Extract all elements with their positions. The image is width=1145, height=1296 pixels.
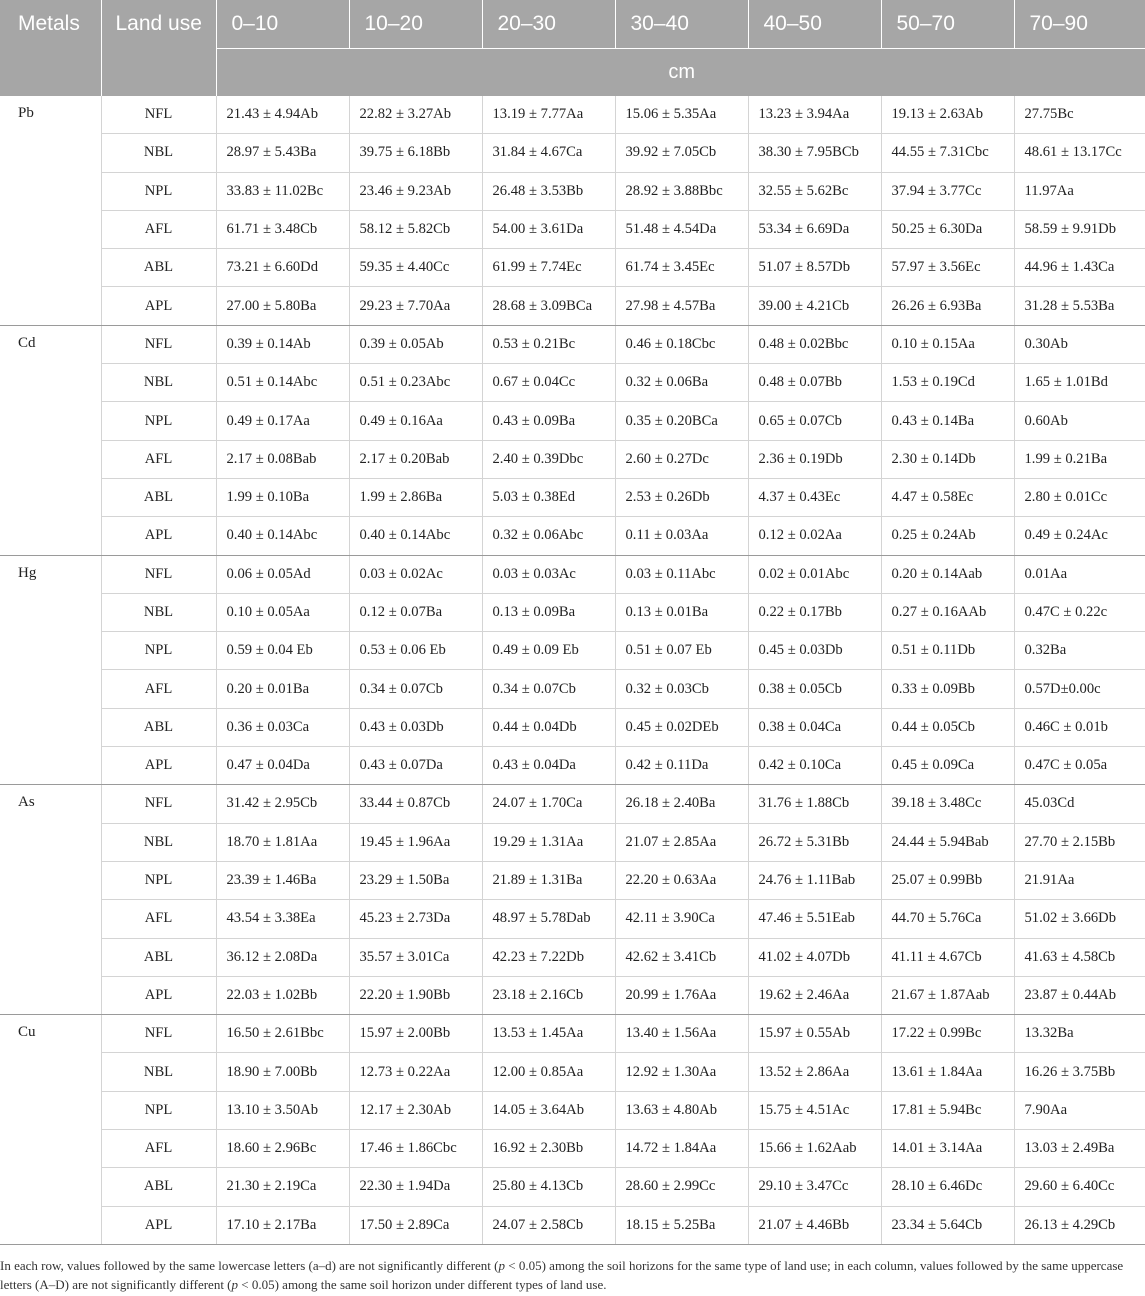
land-use-cell: ABL	[101, 249, 216, 287]
footnote-p-symbol: p	[498, 1258, 506, 1273]
value-cell: 1.99 ± 2.86Ba	[349, 478, 482, 516]
value-cell: 25.80 ± 4.13Cb	[482, 1168, 615, 1206]
value-cell: 0.12 ± 0.02Aa	[748, 517, 881, 555]
table-row	[0, 440, 1145, 478]
value-cell: 57.97 ± 3.56Ec	[881, 249, 1014, 287]
land-use-cell: AFL	[101, 900, 216, 938]
value-cell: 2.17 ± 0.08Bab	[216, 440, 349, 478]
value-cell: 0.03 ± 0.11Abc	[615, 555, 748, 593]
value-cell: 20.99 ± 1.76Aa	[615, 976, 748, 1014]
value-cell: 0.32 ± 0.06Abc	[482, 517, 615, 555]
value-cell: 28.60 ± 2.99Cc	[615, 1168, 748, 1206]
value-cell: 27.75Bc	[1014, 96, 1145, 134]
value-cell: 26.26 ± 6.93Ba	[881, 287, 1014, 325]
value-cell: 31.76 ± 1.88Cb	[748, 785, 881, 823]
table-row	[0, 900, 1145, 938]
value-cell: 15.97 ± 2.00Bb	[349, 1015, 482, 1053]
value-cell: 18.15 ± 5.25Ba	[615, 1206, 748, 1244]
value-cell: 42.11 ± 3.90Ca	[615, 900, 748, 938]
value-cell: 48.61 ± 13.17Cc	[1014, 134, 1145, 172]
value-cell: 0.49 ± 0.09 Eb	[482, 632, 615, 670]
value-cell: 0.43 ± 0.07Da	[349, 747, 482, 785]
value-cell: 21.43 ± 4.94Ab	[216, 96, 349, 134]
value-cell: 45.03Cd	[1014, 785, 1145, 823]
value-cell: 13.53 ± 1.45Aa	[482, 1015, 615, 1053]
value-cell: 0.34 ± 0.07Cb	[349, 670, 482, 708]
value-cell: 58.59 ± 9.91Db	[1014, 210, 1145, 248]
value-cell: 23.29 ± 1.50Ba	[349, 861, 482, 899]
value-cell: 14.01 ± 3.14Aa	[881, 1130, 1014, 1168]
value-cell: 13.52 ± 2.86Aa	[748, 1053, 881, 1091]
value-cell: 25.07 ± 0.99Bb	[881, 861, 1014, 899]
land-use-cell: NFL	[101, 325, 216, 363]
value-cell: 1.99 ± 0.10Ba	[216, 478, 349, 516]
value-cell: 13.10 ± 3.50Ab	[216, 1091, 349, 1129]
metal-cell: Cd	[0, 325, 101, 555]
value-cell: 0.42 ± 0.10Ca	[748, 747, 881, 785]
value-cell: 13.32Ba	[1014, 1015, 1145, 1053]
value-cell: 23.87 ± 0.44Ab	[1014, 976, 1145, 1014]
header-land-use: Land use	[101, 0, 216, 96]
table-row	[0, 402, 1145, 440]
value-cell: 27.70 ± 2.15Bb	[1014, 823, 1145, 861]
value-cell: 0.43 ± 0.09Ba	[482, 402, 615, 440]
value-cell: 51.48 ± 4.54Da	[615, 210, 748, 248]
value-cell: 26.72 ± 5.31Bb	[748, 823, 881, 861]
value-cell: 15.97 ± 0.55Ab	[748, 1015, 881, 1053]
value-cell: 32.55 ± 5.62Bc	[748, 172, 881, 210]
land-use-cell: NBL	[101, 1053, 216, 1091]
value-cell: 29.23 ± 7.70Aa	[349, 287, 482, 325]
metal-cell: Pb	[0, 96, 101, 325]
value-cell: 0.20 ± 0.01Ba	[216, 670, 349, 708]
value-cell: 2.53 ± 0.26Db	[615, 478, 748, 516]
value-cell: 28.97 ± 5.43Ba	[216, 134, 349, 172]
table-row	[0, 134, 1145, 172]
table-row	[0, 861, 1145, 899]
table-row	[0, 708, 1145, 746]
land-use-cell: NPL	[101, 402, 216, 440]
value-cell: 17.81 ± 5.94Bc	[881, 1091, 1014, 1129]
table-row	[0, 1015, 1145, 1053]
value-cell: 24.76 ± 1.11Bab	[748, 861, 881, 899]
table-row	[0, 632, 1145, 670]
value-cell: 0.03 ± 0.03Ac	[482, 555, 615, 593]
table-row	[0, 1091, 1145, 1129]
value-cell: 16.26 ± 3.75Bb	[1014, 1053, 1145, 1091]
value-cell: 0.27 ± 0.16AAb	[881, 593, 1014, 631]
value-cell: 13.19 ± 7.77Aa	[482, 96, 615, 134]
header-depth: 30–40	[615, 0, 748, 49]
value-cell: 0.32 ± 0.03Cb	[615, 670, 748, 708]
value-cell: 38.30 ± 7.95BCb	[748, 134, 881, 172]
value-cell: 47.46 ± 5.51Eab	[748, 900, 881, 938]
value-cell: 1.53 ± 0.19Cd	[881, 364, 1014, 402]
value-cell: 15.75 ± 4.51Ac	[748, 1091, 881, 1129]
value-cell: 0.10 ± 0.05Aa	[216, 593, 349, 631]
value-cell: 42.62 ± 3.41Cb	[615, 938, 748, 976]
value-cell: 13.61 ± 1.84Aa	[881, 1053, 1014, 1091]
value-cell: 0.38 ± 0.04Ca	[748, 708, 881, 746]
value-cell: 48.97 ± 5.78Dab	[482, 900, 615, 938]
table-row	[0, 593, 1145, 631]
land-use-cell: NBL	[101, 134, 216, 172]
land-use-cell: APL	[101, 1206, 216, 1244]
value-cell: 14.72 ± 1.84Aa	[615, 1130, 748, 1168]
value-cell: 22.03 ± 1.02Bb	[216, 976, 349, 1014]
value-cell: 24.44 ± 5.94Bab	[881, 823, 1014, 861]
value-cell: 0.36 ± 0.03Ca	[216, 708, 349, 746]
value-cell: 39.75 ± 6.18Bb	[349, 134, 482, 172]
value-cell: 0.46 ± 0.18Cbc	[615, 325, 748, 363]
table-row	[0, 670, 1145, 708]
land-use-cell: NFL	[101, 785, 216, 823]
value-cell: 0.53 ± 0.21Bc	[482, 325, 615, 363]
table-row	[0, 823, 1145, 861]
land-use-cell: NBL	[101, 593, 216, 631]
value-cell: 45.23 ± 2.73Da	[349, 900, 482, 938]
value-cell: 18.60 ± 2.96Bc	[216, 1130, 349, 1168]
value-cell: 21.89 ± 1.31Ba	[482, 861, 615, 899]
value-cell: 18.90 ± 7.00Bb	[216, 1053, 349, 1091]
value-cell: 0.43 ± 0.04Da	[482, 747, 615, 785]
value-cell: 0.42 ± 0.11Da	[615, 747, 748, 785]
value-cell: 0.40 ± 0.14Abc	[216, 517, 349, 555]
header-unit: cm	[216, 49, 1145, 97]
value-cell: 29.10 ± 3.47Cc	[748, 1168, 881, 1206]
value-cell: 14.05 ± 3.64Ab	[482, 1091, 615, 1129]
value-cell: 0.34 ± 0.07Cb	[482, 670, 615, 708]
value-cell: 0.32Ba	[1014, 632, 1145, 670]
value-cell: 15.66 ± 1.62Aab	[748, 1130, 881, 1168]
value-cell: 13.03 ± 2.49Ba	[1014, 1130, 1145, 1168]
value-cell: 39.00 ± 4.21Cb	[748, 287, 881, 325]
value-cell: 0.48 ± 0.02Bbc	[748, 325, 881, 363]
value-cell: 23.18 ± 2.16Cb	[482, 976, 615, 1014]
header-depth: 20–30	[482, 0, 615, 49]
value-cell: 28.92 ± 3.88Bbc	[615, 172, 748, 210]
land-use-cell: NBL	[101, 823, 216, 861]
value-cell: 13.40 ± 1.56Aa	[615, 1015, 748, 1053]
value-cell: 0.45 ± 0.03Db	[748, 632, 881, 670]
value-cell: 17.46 ± 1.86Cbc	[349, 1130, 482, 1168]
table-row	[0, 1130, 1145, 1168]
value-cell: 2.30 ± 0.14Db	[881, 440, 1014, 478]
value-cell: 0.44 ± 0.04Db	[482, 708, 615, 746]
value-cell: 0.20 ± 0.14Aab	[881, 555, 1014, 593]
table-row	[0, 249, 1145, 287]
value-cell: 2.40 ± 0.39Dbc	[482, 440, 615, 478]
value-cell: 50.25 ± 6.30Da	[881, 210, 1014, 248]
land-use-cell: AFL	[101, 670, 216, 708]
value-cell: 0.51 ± 0.14Abc	[216, 364, 349, 402]
value-cell: 17.22 ± 0.99Bc	[881, 1015, 1014, 1053]
table-row	[0, 976, 1145, 1014]
value-cell: 31.84 ± 4.67Ca	[482, 134, 615, 172]
table-row	[0, 96, 1145, 134]
table-row	[0, 938, 1145, 976]
value-cell: 28.10 ± 6.46Dc	[881, 1168, 1014, 1206]
land-use-cell: AFL	[101, 440, 216, 478]
table-row	[0, 747, 1145, 785]
land-use-cell: NPL	[101, 1091, 216, 1129]
value-cell: 24.07 ± 2.58Cb	[482, 1206, 615, 1244]
value-cell: 16.50 ± 2.61Bbc	[216, 1015, 349, 1053]
value-cell: 26.18 ± 2.40Ba	[615, 785, 748, 823]
value-cell: 41.11 ± 4.67Cb	[881, 938, 1014, 976]
value-cell: 0.57D±0.00c	[1014, 670, 1145, 708]
value-cell: 2.60 ± 0.27Dc	[615, 440, 748, 478]
metal-cell: Cu	[0, 1015, 101, 1245]
value-cell: 0.06 ± 0.05Ad	[216, 555, 349, 593]
table-row	[0, 172, 1145, 210]
value-cell: 22.82 ± 3.27Ab	[349, 96, 482, 134]
value-cell: 0.65 ± 0.07Cb	[748, 402, 881, 440]
value-cell: 24.07 ± 1.70Ca	[482, 785, 615, 823]
land-use-cell: AFL	[101, 1130, 216, 1168]
value-cell: 18.70 ± 1.81Aa	[216, 823, 349, 861]
value-cell: 61.71 ± 3.48Cb	[216, 210, 349, 248]
table-body	[0, 96, 1145, 1244]
value-cell: 0.53 ± 0.06 Eb	[349, 632, 482, 670]
value-cell: 42.23 ± 7.22Db	[482, 938, 615, 976]
table-row	[0, 1168, 1145, 1206]
value-cell: 0.39 ± 0.14Ab	[216, 325, 349, 363]
header-depth: 40–50	[748, 0, 881, 49]
table-row	[0, 325, 1145, 363]
value-cell: 54.00 ± 3.61Da	[482, 210, 615, 248]
land-use-cell: APL	[101, 517, 216, 555]
value-cell: 7.90Aa	[1014, 1091, 1145, 1129]
value-cell: 15.06 ± 5.35Aa	[615, 96, 748, 134]
table-row	[0, 517, 1145, 555]
land-use-cell: AFL	[101, 210, 216, 248]
land-use-cell: ABL	[101, 708, 216, 746]
value-cell: 35.57 ± 3.01Ca	[349, 938, 482, 976]
value-cell: 0.48 ± 0.07Bb	[748, 364, 881, 402]
value-cell: 0.13 ± 0.01Ba	[615, 593, 748, 631]
footnote-text: In each row, values followed by the same lowercase letters (a–d) are not significantly different (	[0, 1258, 499, 1273]
value-cell: 39.18 ± 3.48Cc	[881, 785, 1014, 823]
land-use-cell: NFL	[101, 555, 216, 593]
value-cell: 23.39 ± 1.46Ba	[216, 861, 349, 899]
header-row	[0, 0, 1145, 49]
value-cell: 0.38 ± 0.05Cb	[748, 670, 881, 708]
value-cell: 4.47 ± 0.58Ec	[881, 478, 1014, 516]
value-cell: 1.65 ± 1.01Bd	[1014, 364, 1145, 402]
land-use-cell: NFL	[101, 1015, 216, 1053]
footnote-p-symbol: p	[231, 1277, 239, 1292]
value-cell: 16.92 ± 2.30Bb	[482, 1130, 615, 1168]
value-cell: 0.22 ± 0.17Bb	[748, 593, 881, 631]
value-cell: 33.83 ± 11.02Bc	[216, 172, 349, 210]
value-cell: 0.51 ± 0.23Abc	[349, 364, 482, 402]
value-cell: 31.42 ± 2.95Cb	[216, 785, 349, 823]
table-row	[0, 478, 1145, 516]
value-cell: 0.03 ± 0.02Ac	[349, 555, 482, 593]
value-cell: 44.96 ± 1.43Ca	[1014, 249, 1145, 287]
value-cell: 21.07 ± 2.85Aa	[615, 823, 748, 861]
value-cell: 5.03 ± 0.38Ed	[482, 478, 615, 516]
table-header	[0, 0, 1145, 96]
land-use-cell: NBL	[101, 364, 216, 402]
value-cell: 12.00 ± 0.85Aa	[482, 1053, 615, 1091]
land-use-cell: ABL	[101, 938, 216, 976]
table-row	[0, 364, 1145, 402]
header-depth: 50–70	[881, 0, 1014, 49]
value-cell: 36.12 ± 2.08Da	[216, 938, 349, 976]
table-row	[0, 1053, 1145, 1091]
value-cell: 4.37 ± 0.43Ec	[748, 478, 881, 516]
value-cell: 0.44 ± 0.05Cb	[881, 708, 1014, 746]
value-cell: 41.02 ± 4.07Db	[748, 938, 881, 976]
value-cell: 12.92 ± 1.30Aa	[615, 1053, 748, 1091]
value-cell: 44.70 ± 5.76Ca	[881, 900, 1014, 938]
value-cell: 2.80 ± 0.01Cc	[1014, 478, 1145, 516]
value-cell: 0.45 ± 0.09Ca	[881, 747, 1014, 785]
table-row	[0, 785, 1145, 823]
value-cell: 0.59 ± 0.04 Eb	[216, 632, 349, 670]
value-cell: 12.17 ± 2.30Ab	[349, 1091, 482, 1129]
value-cell: 0.39 ± 0.05Ab	[349, 325, 482, 363]
value-cell: 0.02 ± 0.01Abc	[748, 555, 881, 593]
value-cell: 0.13 ± 0.09Ba	[482, 593, 615, 631]
value-cell: 59.35 ± 4.40Cc	[349, 249, 482, 287]
value-cell: 0.49 ± 0.16Aa	[349, 402, 482, 440]
value-cell: 0.40 ± 0.14Abc	[349, 517, 482, 555]
value-cell: 51.07 ± 8.57Db	[748, 249, 881, 287]
value-cell: 27.98 ± 4.57Ba	[615, 287, 748, 325]
value-cell: 21.91Aa	[1014, 861, 1145, 899]
value-cell: 19.13 ± 2.63Ab	[881, 96, 1014, 134]
value-cell: 27.00 ± 5.80Ba	[216, 287, 349, 325]
value-cell: 0.43 ± 0.14Ba	[881, 402, 1014, 440]
table-row	[0, 555, 1145, 593]
value-cell: 0.45 ± 0.02DEb	[615, 708, 748, 746]
value-cell: 53.34 ± 6.69Da	[748, 210, 881, 248]
value-cell: 0.46C ± 0.01b	[1014, 708, 1145, 746]
value-cell: 28.68 ± 3.09BCa	[482, 287, 615, 325]
metal-cell: Hg	[0, 555, 101, 785]
value-cell: 31.28 ± 5.53Ba	[1014, 287, 1145, 325]
value-cell: 29.60 ± 6.40Cc	[1014, 1168, 1145, 1206]
value-cell: 22.30 ± 1.94Da	[349, 1168, 482, 1206]
value-cell: 0.67 ± 0.04Cc	[482, 364, 615, 402]
value-cell: 73.21 ± 6.60Dd	[216, 249, 349, 287]
value-cell: 17.50 ± 2.89Ca	[349, 1206, 482, 1244]
value-cell: 37.94 ± 3.77Cc	[881, 172, 1014, 210]
header-metals: Metals	[0, 0, 101, 96]
value-cell: 0.49 ± 0.17Aa	[216, 402, 349, 440]
value-cell: 13.63 ± 4.80Ab	[615, 1091, 748, 1129]
value-cell: 0.47C ± 0.22c	[1014, 593, 1145, 631]
header-depth: 10–20	[349, 0, 482, 49]
value-cell: 0.35 ± 0.20BCa	[615, 402, 748, 440]
value-cell: 21.67 ± 1.87Aab	[881, 976, 1014, 1014]
value-cell: 0.47 ± 0.04Da	[216, 747, 349, 785]
value-cell: 44.55 ± 7.31Cbc	[881, 134, 1014, 172]
value-cell: 19.62 ± 2.46Aa	[748, 976, 881, 1014]
value-cell: 0.30Ab	[1014, 325, 1145, 363]
value-cell: 51.02 ± 3.66Db	[1014, 900, 1145, 938]
value-cell: 61.99 ± 7.74Ec	[482, 249, 615, 287]
value-cell: 43.54 ± 3.38Ea	[216, 900, 349, 938]
value-cell: 11.97Aa	[1014, 172, 1145, 210]
land-use-cell: APL	[101, 747, 216, 785]
value-cell: 26.13 ± 4.29Cb	[1014, 1206, 1145, 1244]
value-cell: 2.36 ± 0.19Db	[748, 440, 881, 478]
footnote-text: < 0.05) among the same soil horizon under different types of land use.	[238, 1277, 607, 1292]
value-cell: 0.49 ± 0.24Ac	[1014, 517, 1145, 555]
value-cell: 0.01Aa	[1014, 555, 1145, 593]
header-depth: 0–10	[216, 0, 349, 49]
value-cell: 23.46 ± 9.23Ab	[349, 172, 482, 210]
table-row	[0, 287, 1145, 325]
value-cell: 0.25 ± 0.24Ab	[881, 517, 1014, 555]
value-cell: 0.47C ± 0.05a	[1014, 747, 1145, 785]
land-use-cell: NPL	[101, 861, 216, 899]
land-use-cell: APL	[101, 287, 216, 325]
value-cell: 26.48 ± 3.53Bb	[482, 172, 615, 210]
value-cell: 1.99 ± 0.21Ba	[1014, 440, 1145, 478]
value-cell: 0.32 ± 0.06Ba	[615, 364, 748, 402]
value-cell: 21.07 ± 4.46Bb	[748, 1206, 881, 1244]
table-row	[0, 1206, 1145, 1244]
header-depth: 70–90	[1014, 0, 1145, 49]
land-use-cell: ABL	[101, 1168, 216, 1206]
value-cell: 39.92 ± 7.05Cb	[615, 134, 748, 172]
value-cell: 21.30 ± 2.19Ca	[216, 1168, 349, 1206]
value-cell: 22.20 ± 0.63Aa	[615, 861, 748, 899]
value-cell: 17.10 ± 2.17Ba	[216, 1206, 349, 1244]
value-cell: 0.33 ± 0.09Bb	[881, 670, 1014, 708]
metal-cell: As	[0, 785, 101, 1015]
value-cell: 2.17 ± 0.20Bab	[349, 440, 482, 478]
value-cell: 41.63 ± 4.58Cb	[1014, 938, 1145, 976]
land-use-cell: NPL	[101, 632, 216, 670]
value-cell: 19.29 ± 1.31Aa	[482, 823, 615, 861]
value-cell: 19.45 ± 1.96Aa	[349, 823, 482, 861]
value-cell: 0.51 ± 0.07 Eb	[615, 632, 748, 670]
value-cell: 33.44 ± 0.87Cb	[349, 785, 482, 823]
value-cell: 0.12 ± 0.07Ba	[349, 593, 482, 631]
land-use-cell: APL	[101, 976, 216, 1014]
value-cell: 61.74 ± 3.45Ec	[615, 249, 748, 287]
table-footnote	[0, 1256, 1140, 1294]
value-cell: 12.73 ± 0.22Aa	[349, 1053, 482, 1091]
value-cell: 0.43 ± 0.03Db	[349, 708, 482, 746]
value-cell: 23.34 ± 5.64Cb	[881, 1206, 1014, 1244]
value-cell: 0.60Ab	[1014, 402, 1145, 440]
value-cell: 0.51 ± 0.11Db	[881, 632, 1014, 670]
land-use-cell: NPL	[101, 172, 216, 210]
value-cell: 58.12 ± 5.82Cb	[349, 210, 482, 248]
value-cell: 13.23 ± 3.94Aa	[748, 96, 881, 134]
table-row	[0, 210, 1145, 248]
land-use-cell: NFL	[101, 96, 216, 134]
land-use-cell: ABL	[101, 478, 216, 516]
value-cell: 0.11 ± 0.03Aa	[615, 517, 748, 555]
value-cell: 22.20 ± 1.90Bb	[349, 976, 482, 1014]
footnote-text: < 0.05) among the soil horizons for the same type of land use; in each column, values followed by the same uppercase letters (A–D) are not significantly different (	[0, 1258, 1124, 1292]
value-cell: 0.10 ± 0.15Aa	[881, 325, 1014, 363]
